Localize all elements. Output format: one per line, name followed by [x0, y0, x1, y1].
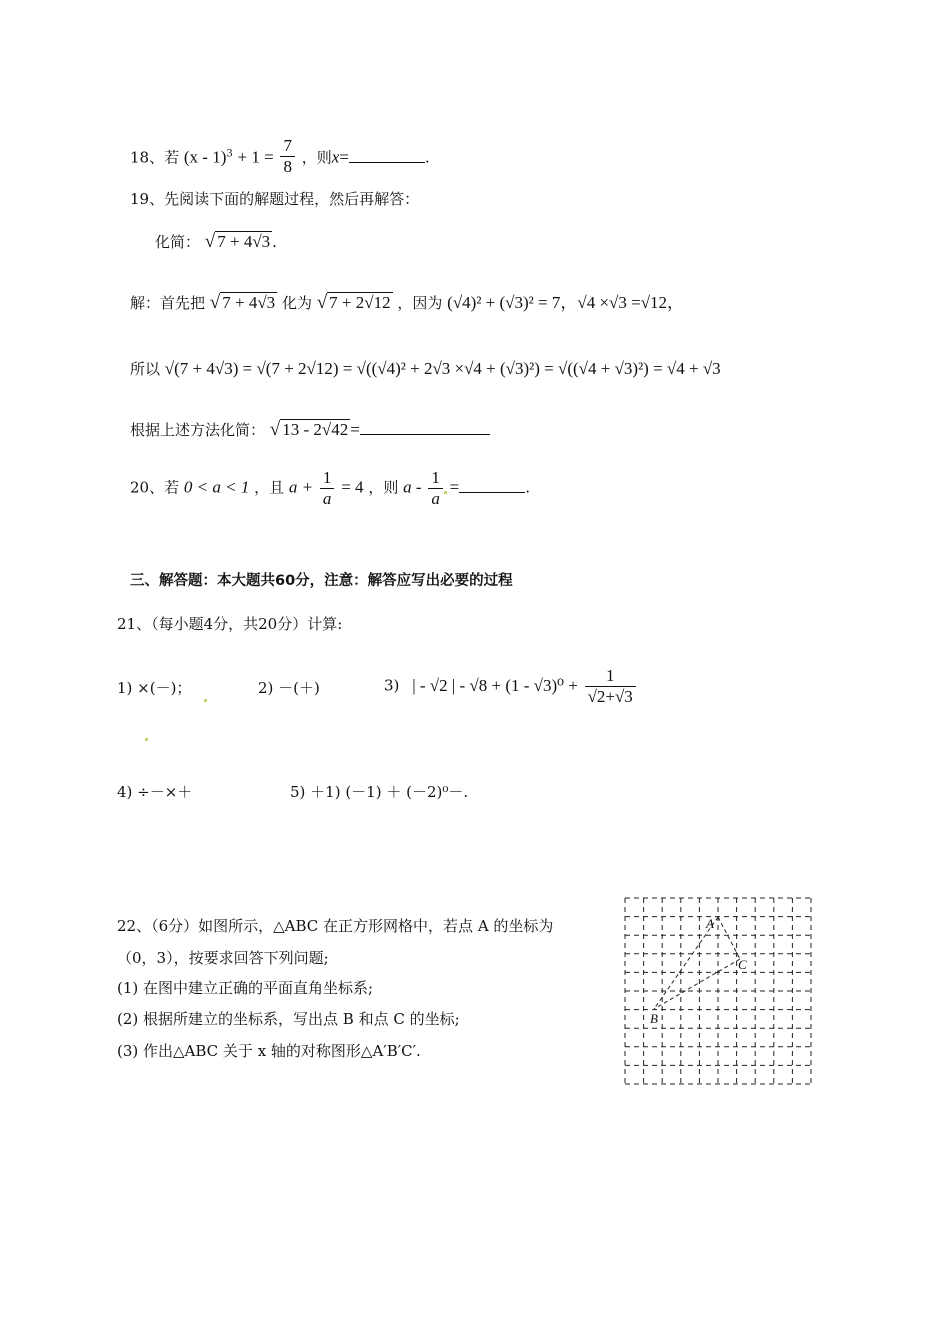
q20-fraction-1 — [320, 468, 335, 509]
grid-label-a: A — [706, 916, 714, 931]
q19-so-line — [130, 359, 721, 379]
q21-part-5: 5) ＋1) (－1) ＋ (－2)⁰－. — [290, 783, 469, 801]
q20-answer-blank[interactable] — [459, 478, 525, 493]
q19-simplify-line — [155, 232, 277, 252]
q20-expr1-a: a + — [288, 477, 314, 497]
q19-intro: 19、先阅读下面的解题过程，然后再解答： — [130, 190, 420, 208]
q18-eq: = — [339, 147, 349, 167]
q19-sol-radical-2: √ 7 + 2√12 — [316, 292, 391, 313]
q18-fraction — [280, 136, 295, 177]
side-bc — [654, 959, 740, 1009]
q20-frac1-num: 1 — [320, 468, 335, 489]
q21-part-3 — [384, 666, 638, 707]
q20-then: ，则 — [368, 478, 399, 497]
speck-1 — [444, 491, 447, 494]
grid-lines — [625, 898, 811, 1084]
q20-label: 20、若 — [130, 478, 180, 497]
q21-part-1: 1) ×(－)； — [117, 679, 192, 697]
q19-simplify-expr: 7 + 4√3 — [217, 232, 271, 251]
q22-intro-2: （0，3），按要求回答下列问题; — [117, 949, 329, 967]
q22-step-2: (2) 根据所建立的坐标系，写出点 B 和点 C 的坐标; — [117, 1010, 460, 1028]
q19-task-label: 根据上述方法化简： — [130, 421, 266, 439]
q18-expr-b: + 1 = — [237, 147, 274, 167]
triangle-abc — [654, 917, 740, 1009]
q18-var: x — [331, 147, 340, 167]
q19-solution-line — [130, 293, 684, 313]
grid-label-c: C — [738, 957, 747, 972]
q22-step-1: (1) 在图中建立正确的平面直角坐标系; — [117, 979, 374, 997]
q20-frac1-den: a — [322, 489, 332, 508]
q19-sol-fact1: (√4)² + (√3)² = 7 — [447, 293, 561, 312]
q21-p3-expr: | - √2 | - √8 + (1 - √3)⁰ + — [412, 675, 578, 695]
q20-end: . — [525, 478, 530, 497]
q20-eq: = — [449, 477, 460, 497]
q18-end: . — [424, 148, 430, 167]
q19-so-label: 所以 — [130, 360, 161, 378]
q20-fraction-2 — [428, 468, 443, 509]
q19-sol-because: ，因为 — [397, 294, 443, 312]
q20-expr2-a: a - — [403, 477, 422, 497]
q21-p3-label: 3) — [384, 676, 400, 695]
q19-sol-label: 解：首先把 — [130, 294, 206, 312]
q21-p3-frac-den: √2+√3 — [587, 687, 633, 706]
q21-part-4: 4) ÷－×＋ — [117, 783, 193, 801]
q19-task-eq: = — [350, 420, 360, 439]
speck-2 — [204, 699, 207, 702]
q19-sol-expr1: 7 + 4√3 — [222, 293, 276, 312]
q18-answer-blank[interactable] — [349, 148, 425, 163]
q19-sol-mid: 化为 — [281, 294, 312, 312]
q21-p3-fraction — [585, 666, 636, 707]
q19-simplify-end: . — [272, 233, 277, 251]
q22-step-3: (3) 作出△ABC 关于 x 轴的对称图形△A′B′C′. — [117, 1042, 421, 1060]
q18-then: ，则 — [301, 148, 332, 167]
q19-task-line — [130, 420, 490, 440]
speck-3 — [145, 738, 148, 741]
q19-sol-expr2: 7 + 2√12 — [329, 293, 391, 312]
q18-expr-a: (x - 1) — [183, 147, 227, 167]
q20-and: ，且 — [254, 478, 285, 497]
q20-frac2-den: a — [431, 489, 440, 508]
q21-intro: 21、（每小题4分，共20分）计算: — [117, 615, 343, 633]
q19-answer-blank[interactable] — [360, 420, 490, 435]
q18-frac-den: 8 — [283, 157, 292, 176]
q22-intro: 22、（6分）如图所示，△ABC 在正方形网格中，若点 A 的坐标为 — [117, 917, 554, 935]
q19-so-chain: √(7 + 4√3) = √(7 + 2√12) = √((√4)² + 2√3 ×√4 + (√3)²) = √((√4 + √3)²) = √4 + √3 — [164, 359, 721, 378]
q19-simplify-label: 化简： — [155, 233, 201, 251]
grid-label-b: B — [650, 1011, 658, 1026]
section-3-heading: 三、解答题：本大题共60分，注意：解答应写出必要的过程 — [130, 573, 513, 589]
question-18 — [130, 138, 430, 179]
question-20 — [130, 468, 530, 509]
q22-grid-figure — [622, 895, 814, 1085]
q18-exp: 3 — [226, 148, 233, 160]
q18-label: 18、若 — [130, 148, 180, 167]
q21-part-2: 2) －(＋) — [258, 679, 320, 697]
q20-cond: 0 < a < 1 — [183, 477, 250, 497]
q19-task-expr: 13 - 2√42 — [282, 420, 349, 439]
q18-frac-num: 7 — [280, 136, 295, 157]
q19-simplify-radical: √ 7 + 4√3 — [204, 231, 271, 252]
q20-expr1-b: = 4 — [341, 477, 364, 497]
q19-sol-fact2: ，√4 ×√3 =√12， — [560, 293, 685, 312]
q19-sol-radical-1: √ 7 + 4√3 — [209, 292, 276, 313]
q21-p3-frac-num: 1 — [585, 666, 636, 687]
q19-task-radical: √ 13 - 2√42 — [269, 419, 349, 440]
q20-frac2-num: 1 — [428, 468, 443, 489]
